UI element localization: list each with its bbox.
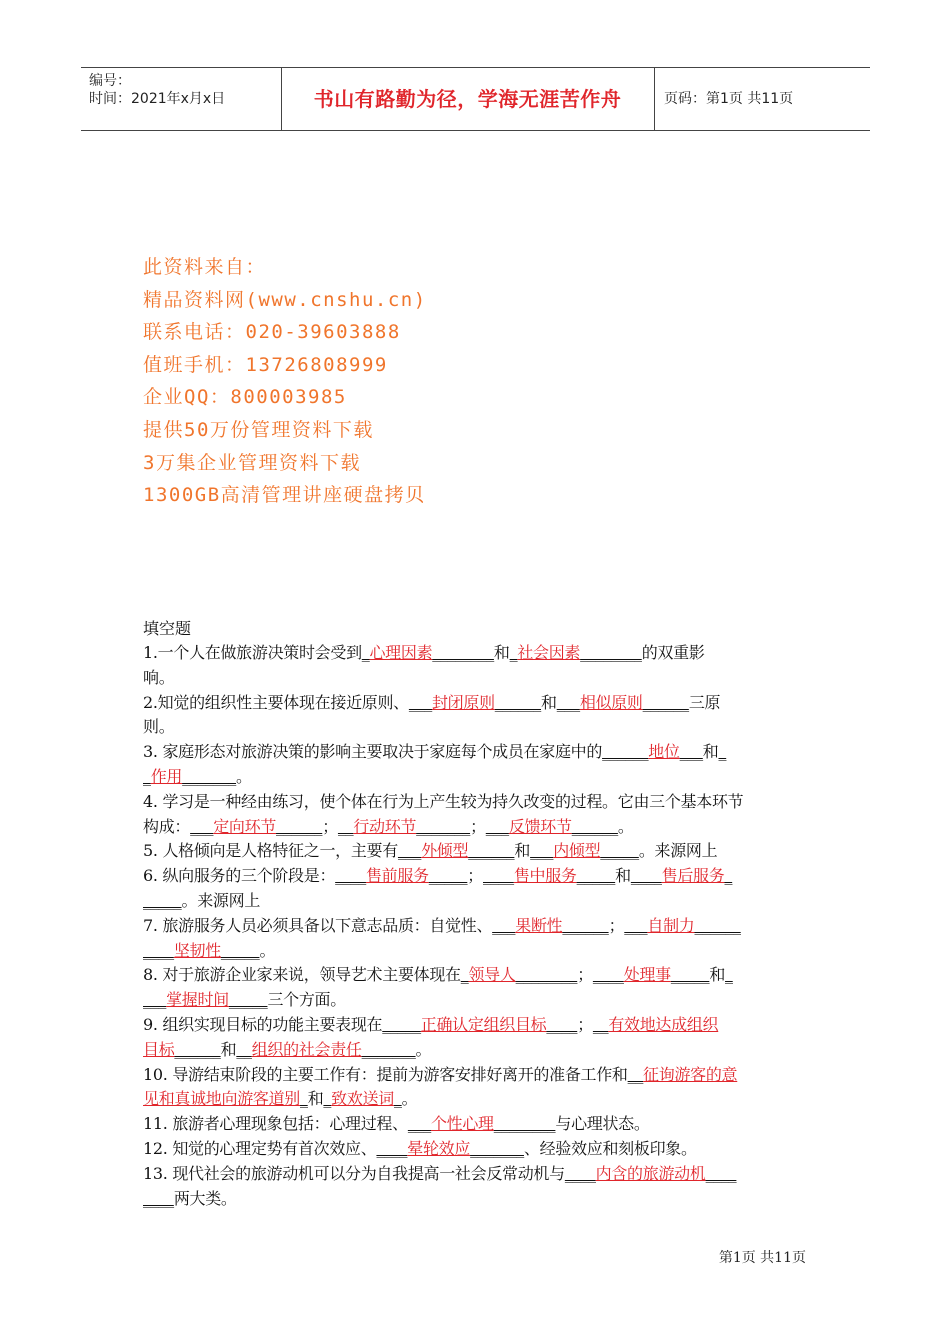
- answer: 致欢送词: [331, 1089, 394, 1109]
- blank: ____: [546, 1014, 578, 1034]
- question-text: ；: [577, 965, 593, 985]
- question-2: [143, 691, 809, 716]
- question-text: 和: [702, 742, 719, 762]
- blank: ____: [143, 940, 174, 960]
- blank: _: [509, 643, 518, 662]
- blank: _: [323, 1089, 332, 1109]
- blank: ____: [483, 866, 514, 886]
- ad-line: 联系电话：020-39603888: [143, 321, 401, 344]
- blank: ______: [602, 742, 649, 762]
- blank: ____: [564, 1163, 596, 1183]
- answer: 封闭原则: [431, 692, 495, 712]
- blank: ______: [494, 692, 541, 712]
- blank: ______: [468, 841, 515, 861]
- question-7-cont: [143, 939, 809, 964]
- blank: _____: [228, 990, 268, 1010]
- question-text: 11. 旅游者心理现象包括：心理过程、: [143, 1114, 408, 1134]
- question-4-cont: [143, 815, 809, 840]
- answer: 售后服务: [661, 866, 725, 886]
- answer: 地位: [648, 742, 680, 762]
- ad-line: 值班手机：13726808999: [143, 353, 388, 376]
- question-text: 4. 学习是一种经由练习，使个体在行为上产生较为持久改变的过程。它由三个基本环节: [143, 791, 744, 811]
- fill-in-blank-section: [143, 617, 809, 1211]
- blank: ___: [485, 816, 509, 836]
- blank: ___: [556, 692, 580, 712]
- blank: _: [143, 766, 151, 786]
- blank: _: [718, 742, 727, 762]
- time-label: 时间：2021年x月x日: [89, 91, 226, 107]
- blank: _______: [470, 1138, 524, 1158]
- blank: __: [236, 1039, 252, 1059]
- blank: ___: [492, 915, 516, 935]
- question-text: ；: [322, 816, 338, 836]
- ad-line: 精品资料网(www.cnshu.cn): [143, 288, 427, 311]
- question-text: 和: [493, 643, 510, 662]
- blank: _: [460, 965, 469, 985]
- blank: ______: [642, 692, 689, 712]
- blank: ________: [432, 643, 494, 662]
- blank: _____: [220, 940, 260, 960]
- answer: 作用: [150, 766, 183, 786]
- answer: 自制力: [647, 915, 695, 935]
- page-footer: 第1页 共11页: [718, 1250, 806, 1266]
- question-text: 和: [307, 1089, 324, 1109]
- blank: ____: [143, 1188, 174, 1208]
- blank: ___: [408, 692, 432, 712]
- question-text: 。: [259, 940, 276, 960]
- question-text: 则。: [143, 717, 175, 737]
- question-text: 。来源网上: [181, 890, 261, 910]
- header-motto: 书山有路勤为径，学海无涯苦作舟: [313, 87, 622, 111]
- question-text: 5. 人格倾向是人格特征之一，主要有: [143, 841, 398, 861]
- blank: _______: [182, 766, 237, 786]
- answer: 行动环节: [353, 816, 417, 836]
- ad-line: 1300GB高清管理讲座硬盘拷贝: [143, 484, 426, 507]
- question-text: 。: [401, 1089, 418, 1109]
- question-9: [143, 1013, 809, 1038]
- question-8: [143, 963, 809, 988]
- question-text: 和: [220, 1039, 237, 1059]
- question-text: 和: [514, 841, 531, 861]
- question-12: [143, 1137, 809, 1162]
- question-text: 2.知觉的组织性主要体现在接近原则、: [143, 692, 409, 712]
- blank: ______: [174, 1039, 221, 1059]
- answer: 掌握时间: [166, 990, 229, 1010]
- question-7: [143, 914, 809, 939]
- blank: ___: [407, 1114, 431, 1134]
- question-text: 7. 旅游服务人员必须具备以下意志品质：自觉性、: [143, 915, 493, 935]
- blank: ______: [694, 915, 741, 935]
- blank: _____: [670, 965, 710, 985]
- header-page-number: 页码：第1页 共11页: [664, 91, 794, 107]
- question-text: 。: [415, 1039, 432, 1059]
- question-text: 9. 组织实现目标的功能主要表现在: [143, 1014, 383, 1034]
- blank: __: [592, 1014, 609, 1034]
- question-text: 和: [615, 866, 631, 886]
- blank: _____: [600, 841, 639, 861]
- blank: ____: [630, 866, 662, 886]
- answer: 处理事: [623, 965, 671, 985]
- question-3: [143, 740, 809, 765]
- question-2-cont: [143, 715, 809, 740]
- blank: _______: [361, 1039, 416, 1059]
- question-text: 响。: [143, 667, 175, 687]
- question-13-cont: [143, 1187, 809, 1212]
- answer: 有效地达成组织: [608, 1014, 719, 1034]
- question-5: [143, 839, 809, 864]
- question-text: 和: [541, 692, 557, 712]
- question-text: 和: [709, 965, 726, 985]
- question-11: [143, 1112, 809, 1137]
- answer: 目标: [143, 1039, 175, 1059]
- question-text: ；: [577, 1014, 593, 1034]
- answer: 领导人: [468, 965, 516, 985]
- question-1-cont: [143, 666, 809, 691]
- ad-line: 企业QQ：800003985: [143, 386, 347, 409]
- answer: 果断性: [515, 915, 563, 935]
- blank: _: [300, 1089, 308, 1109]
- blank: ____: [376, 1138, 408, 1158]
- blank: ___: [190, 816, 214, 836]
- question-1: [143, 641, 809, 666]
- blank: __: [627, 1064, 644, 1084]
- blank: _____: [576, 866, 616, 886]
- header-divider: [654, 68, 655, 130]
- question-8-cont: [143, 988, 809, 1013]
- answer: 定向环节: [213, 816, 277, 836]
- blank: _: [724, 866, 733, 886]
- answer: 社会因素: [517, 643, 581, 662]
- page-header: [81, 67, 870, 131]
- blank: ______: [562, 915, 609, 935]
- blank: _: [361, 643, 370, 662]
- blank: ________: [580, 643, 642, 662]
- blank: ________: [515, 965, 578, 985]
- answer: 心理因素: [369, 643, 433, 662]
- blank: ___: [143, 990, 167, 1010]
- question-text: 12. 知觉的心理定势有首次效应、: [143, 1138, 377, 1158]
- question-text: 。: [617, 816, 634, 836]
- question-text: 1.一个人在做旅游决策时会受到: [143, 643, 362, 662]
- ad-line: 提供50万份管理资料下载: [143, 418, 374, 441]
- answer: 坚韧性: [173, 940, 221, 960]
- question-text: 6. 纵向服务的三个阶段是：: [143, 866, 336, 886]
- question-text: 、经验效应和刻板印象。: [523, 1138, 697, 1158]
- answer: 售中服务: [513, 866, 577, 886]
- question-9-cont: [143, 1038, 809, 1063]
- answer: 组织的社会责任: [251, 1039, 362, 1059]
- question-text: 构成：: [143, 816, 191, 836]
- question-text: ；: [470, 816, 486, 836]
- question-10-cont: [143, 1087, 809, 1112]
- question-10: [143, 1063, 809, 1088]
- question-text: 13. 现代社会的旅游动机可以分为自我提高一社会反常动机与: [143, 1163, 565, 1183]
- blank: ________: [493, 1114, 556, 1134]
- blank: ____: [705, 1163, 737, 1183]
- blank: ______: [571, 816, 618, 836]
- question-text: 8. 对于旅游企业家来说，领导艺术主要体现在: [143, 965, 461, 985]
- blank: ___: [530, 841, 554, 861]
- blank: _____: [143, 890, 182, 910]
- question-13: [143, 1162, 809, 1187]
- question-3-cont: [143, 765, 809, 790]
- question-6-cont: [143, 889, 809, 914]
- blank: _______: [416, 816, 471, 836]
- question-text: 10. 导游结束阶段的主要工作有：提前为游客安排好离开的准备工作和: [143, 1064, 628, 1084]
- answer: 个性心理: [430, 1114, 494, 1134]
- source-ad-block: [143, 251, 427, 512]
- question-text: ；: [608, 915, 625, 935]
- question-text: 三个方面。: [267, 990, 346, 1010]
- answer: 征询游客的意: [643, 1064, 738, 1084]
- blank: _____: [428, 866, 468, 886]
- question-6: [143, 864, 809, 889]
- blank: ___: [624, 915, 648, 935]
- ad-line: 3万集企业管理资料下载: [143, 451, 361, 474]
- answer: 见和真诚地向游客道别: [143, 1089, 301, 1109]
- blank: __: [337, 816, 354, 836]
- question-text: 3. 家庭形态对旅游决策的影响主要取决于家庭每个成员在家庭中的: [143, 742, 603, 762]
- blank: _: [393, 1089, 402, 1109]
- blank: ___: [397, 841, 422, 861]
- question-text: 。来源网上: [638, 841, 718, 861]
- question-text: 与心理状态。: [555, 1114, 650, 1134]
- blank: _____: [382, 1014, 421, 1034]
- header-meta: [89, 72, 225, 108]
- answer: 售前服务: [365, 866, 429, 886]
- blank: ____: [592, 965, 624, 985]
- section-heading: 填空题: [143, 619, 192, 638]
- answer: 内倾型: [553, 841, 601, 861]
- number-label: 编号：: [89, 73, 131, 89]
- blank: ______: [276, 816, 323, 836]
- answer: 反馈环节: [508, 816, 572, 836]
- answer: 外倾型: [421, 841, 469, 861]
- ad-line: 此资料来自：: [143, 256, 267, 278]
- question-text: 的双重影: [641, 643, 705, 662]
- question-text: 。: [236, 766, 252, 786]
- blank: ____: [335, 866, 366, 886]
- question-text: 三原: [688, 692, 721, 712]
- question-text: ；: [467, 866, 483, 886]
- blank: _: [725, 965, 733, 985]
- question-4: [143, 790, 809, 815]
- answer: 晕轮效应: [407, 1138, 471, 1158]
- blank: ___: [679, 742, 703, 762]
- answer: 正确认定组织目标: [420, 1014, 547, 1034]
- answer: 相似原则: [579, 692, 643, 712]
- question-text: 两大类。: [173, 1188, 237, 1208]
- answer: 内含的旅游动机: [595, 1163, 706, 1183]
